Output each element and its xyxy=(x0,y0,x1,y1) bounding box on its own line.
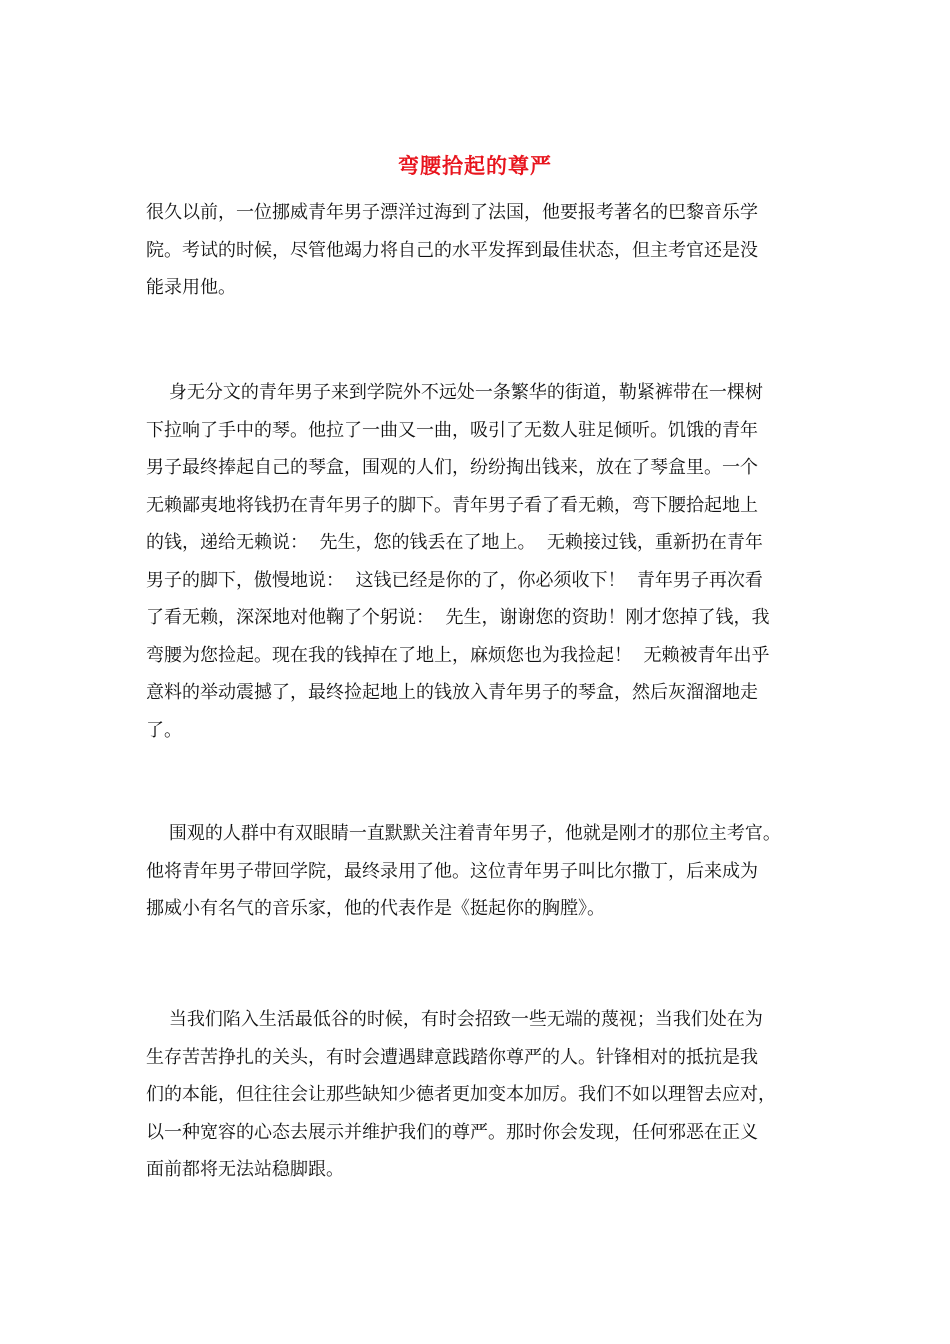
document-title: 弯腰拾起的尊严 xyxy=(398,153,552,178)
paragraph-3: 围观的人群中有双眼睛一直默默关注着青年男子，他就是刚才的那位主考官。 他将青年男子带回学院，最终录用了他。这位青年男子叫比尔撒丁，后来成为 挪威小有名气的音乐家，他的代表作是《挺起你的胸膛》。 xyxy=(146,823,781,919)
paragraph-4: 当我们陷入生活最低谷的时候，有时会招致一些无端的蔑视；当我们处在为 生存苦苦挣扎的关头，有时会遭遇肆意践踏你尊严的人。针锋相对的抵抗是我 们的本能，但往往会让那些缺知少德者更加变本加厉。我们不如以理智去应对， 以一种宽容的心态去展示并维护我们的尊严。那时你会发现，任何邪恶在正义 面前都将无法站稳脚跟。 xyxy=(146,1009,776,1180)
paragraph-1: 很久以前，一位挪威青年男子漂洋过海到了法国，他要报考著名的巴黎音乐学 院。考试的时候，尽管他竭力将自己的水平发挥到最佳状态，但主考官还是没 能录用他。 xyxy=(146,202,758,298)
paragraph-2: 身无分文的青年男子来到学院外不远处一条繁华的街道，勒紧裤带在一棵树 下拉响了手中的琴。他拉了一曲又一曲，吸引了无数人驻足倾听。饥饿的青年 男子最终捧起自己的琴盒，围观的人们，纷纷掏出钱来，放在了琴盒里。一个 无赖鄙夷地将钱扔在青年男子的脚下。青年男子看了看无赖，弯下腰拾起地上 的钱，递给无赖说： 先生，您的钱丢在了地上。 无赖接过钱，重新扔在青年 男子的脚下，傲慢地说： 这钱已经是你的了，你必须收下！ 青年男子再次看 了看无赖，深深地对他鞠了个躬说： 先生，谢谢您的资助！刚才您掉了钱，我 弯腰为您捡起。现在我的钱掉在了地上，麻烦您也为我捡起！ 无赖被青年出乎 意料的举动震撼了，最终捡起地上的钱放入青年男子的琴盒，然后灰溜溜地走 了。 xyxy=(146,382,770,741)
